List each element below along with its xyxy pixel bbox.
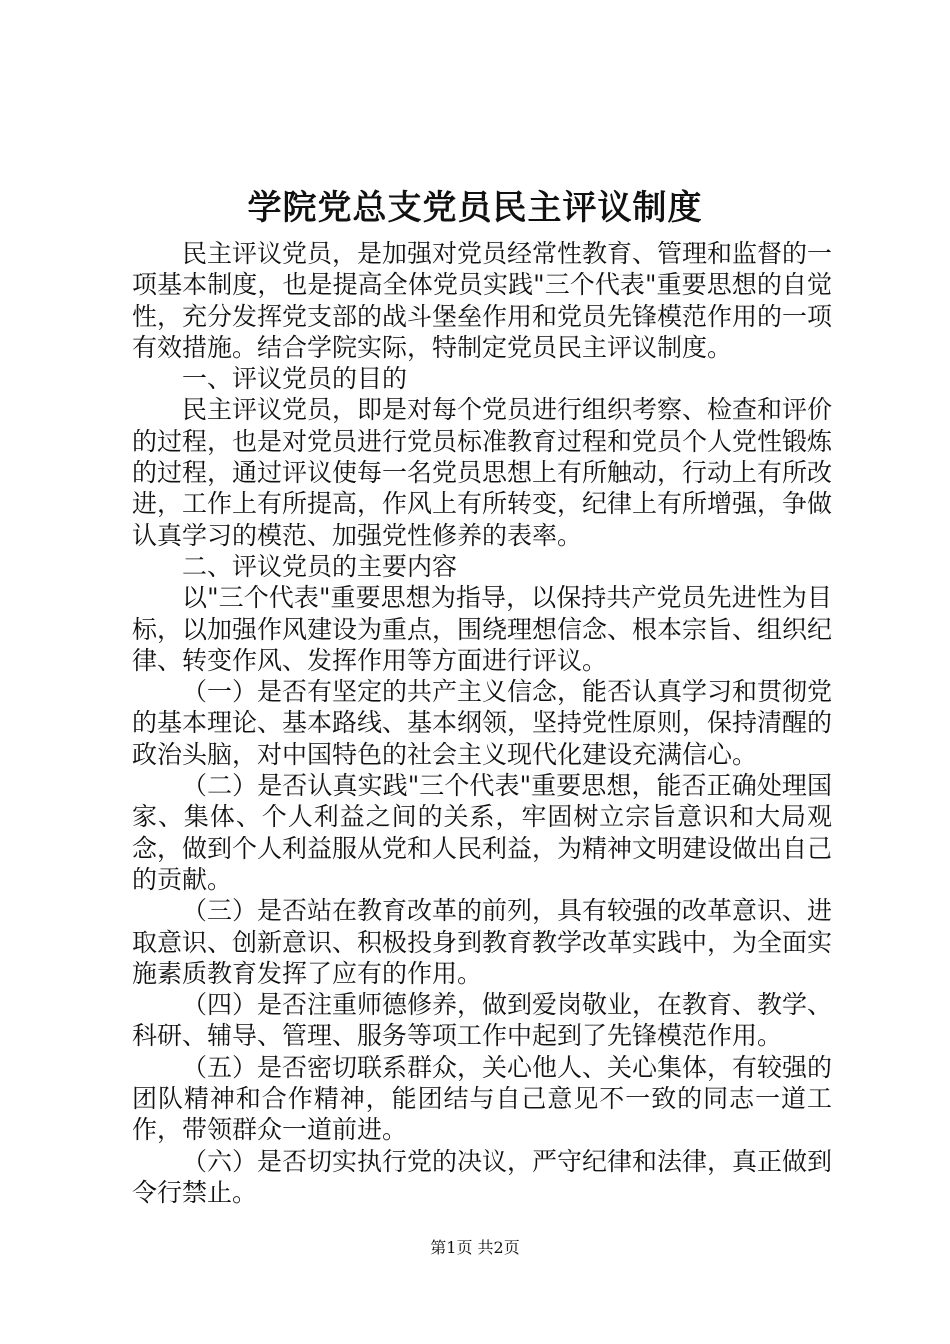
paragraph-item-4: （四）是否注重师德修养，做到爱岗敬业，在教育、教学、科研、辅导、管理、服务等项工作中起到了先锋模范作用。 [132, 990, 833, 1051]
paragraph-item-2: （二）是否认真实践"三个代表"重要思想，能否正确处理国家、集体、个人利益之间的关系，牢固树立宗旨意识和大局观念，做到个人利益服从党和人民利益，为精神文明建设做出自己的贡献。 [132, 771, 833, 894]
page-number-footer: 第1页 共2页 [430, 1238, 520, 1257]
section-heading-purpose: 一、评议党员的目的 [182, 364, 408, 394]
document-body [132, 238, 832, 1208]
paragraph-content-intro: 以"三个代表"重要思想为指导，以保持共产党员先进性为目标，以加强作风建设为重点，围绕理想信念、根本宗旨、组织纪律、转变作风、发挥作用等方面进行评议。 [132, 583, 833, 675]
paragraph-item-6: （六）是否切实执行党的决议，严守纪律和法律，真正做到令行禁止。 [132, 1146, 833, 1207]
paragraph-item-1: （一）是否有坚定的共产主义信念，能否认真学习和贯彻党的基本理论、基本路线、基本纲领，坚持党性原则，保持清醒的政治头脑，对中国特色的社会主义现代化建设充满信心。 [132, 677, 833, 769]
paragraph-intro: 民主评议党员，是加强对党员经常性教育、管理和监督的一项基本制度，也是提高全体党员实践"三个代表"重要思想的自觉性，充分发挥党支部的战斗堡垒作用和党员先锋模范作用的一项有效措施。结合学院实际，特制定党员民主评议制度。 [132, 239, 833, 362]
paragraph-purpose: 民主评议党员，即是对每个党员进行组织考察、检查和评价的过程，也是对党员进行党员标准教育过程和党员个人党性锻炼的过程，通过评议使每一名党员思想上有所触动，行动上有所改进，工作上有所提高，作风上有所转变，纪律上有所增强，争做认真学习的模范、加强党性修养的表率。 [132, 395, 833, 550]
paragraph-item-5: （五）是否密切联系群众，关心他人、关心集体，有较强的团队精神和合作精神，能团结与自己意见不一致的同志一道工作，带领群众一道前进。 [132, 1052, 833, 1145]
paragraph-item-3: （三）是否站在教育改革的前列，具有较强的改革意识、进取意识、创新意识、积极投身到教育教学改革实践中，为全面实施素质教育发挥了应有的作用。 [132, 896, 833, 988]
section-heading-content: 二、评议党员的主要内容 [182, 551, 458, 581]
document-title: 学院党总支党员民主评议制度 [247, 188, 703, 228]
